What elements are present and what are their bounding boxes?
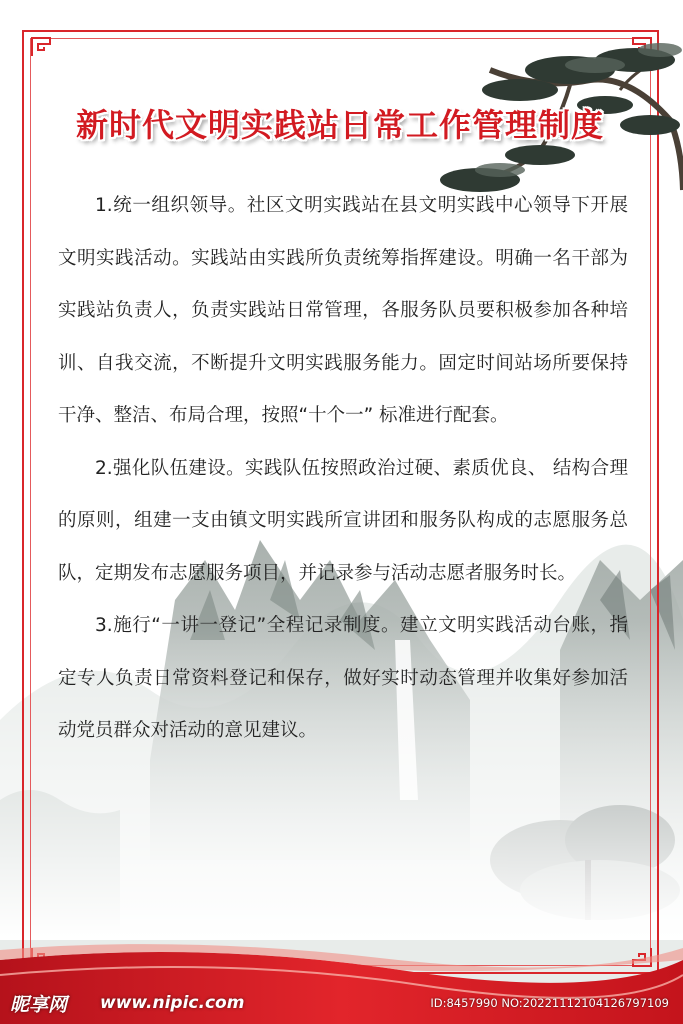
watermark-id: ID:8457990 NO:20221112104126797109 bbox=[430, 996, 669, 1010]
watermark-url: www.nipic.com bbox=[100, 993, 245, 1013]
watermark-logo: 昵享网 bbox=[10, 994, 68, 1016]
corner-ornament-icon bbox=[30, 36, 52, 58]
paragraph: 3.施行“一讲一登记”全程记录制度。建立文明实践活动台账，指定专人负责日常资料登记和保存，做好实时动态管理并收集好参加活动党员群众对活动的意见建议。 bbox=[58, 615, 628, 741]
page-title: 新时代文明实践站日常工作管理制度 bbox=[75, 106, 604, 144]
paragraph: 1.统一组织领导。社区文明实践站在县文明实践中心领导下开展文明实践活动。实践站由实践所负责统筹指挥建设。明确一名干部为实践站负责人，负责实践站日常管理，各服务队员要积极参加各种培训、自我交流，不断提升文明实践服务能力。固定时间站场所要保持干净、整洁、布局合理，按照“十个一” 标准进行配套。 bbox=[58, 195, 628, 426]
paragraph: 2.强化队伍建设。实践队伍按照政治过硬、素质优良、 结构合理的原则，组建一支由镇文明实践所宣讲团和服务队构成的志愿服务总队，定期发布志愿服务项目，并记录参与活动志愿者服务时长。 bbox=[58, 457, 628, 584]
article-body bbox=[58, 180, 628, 758]
